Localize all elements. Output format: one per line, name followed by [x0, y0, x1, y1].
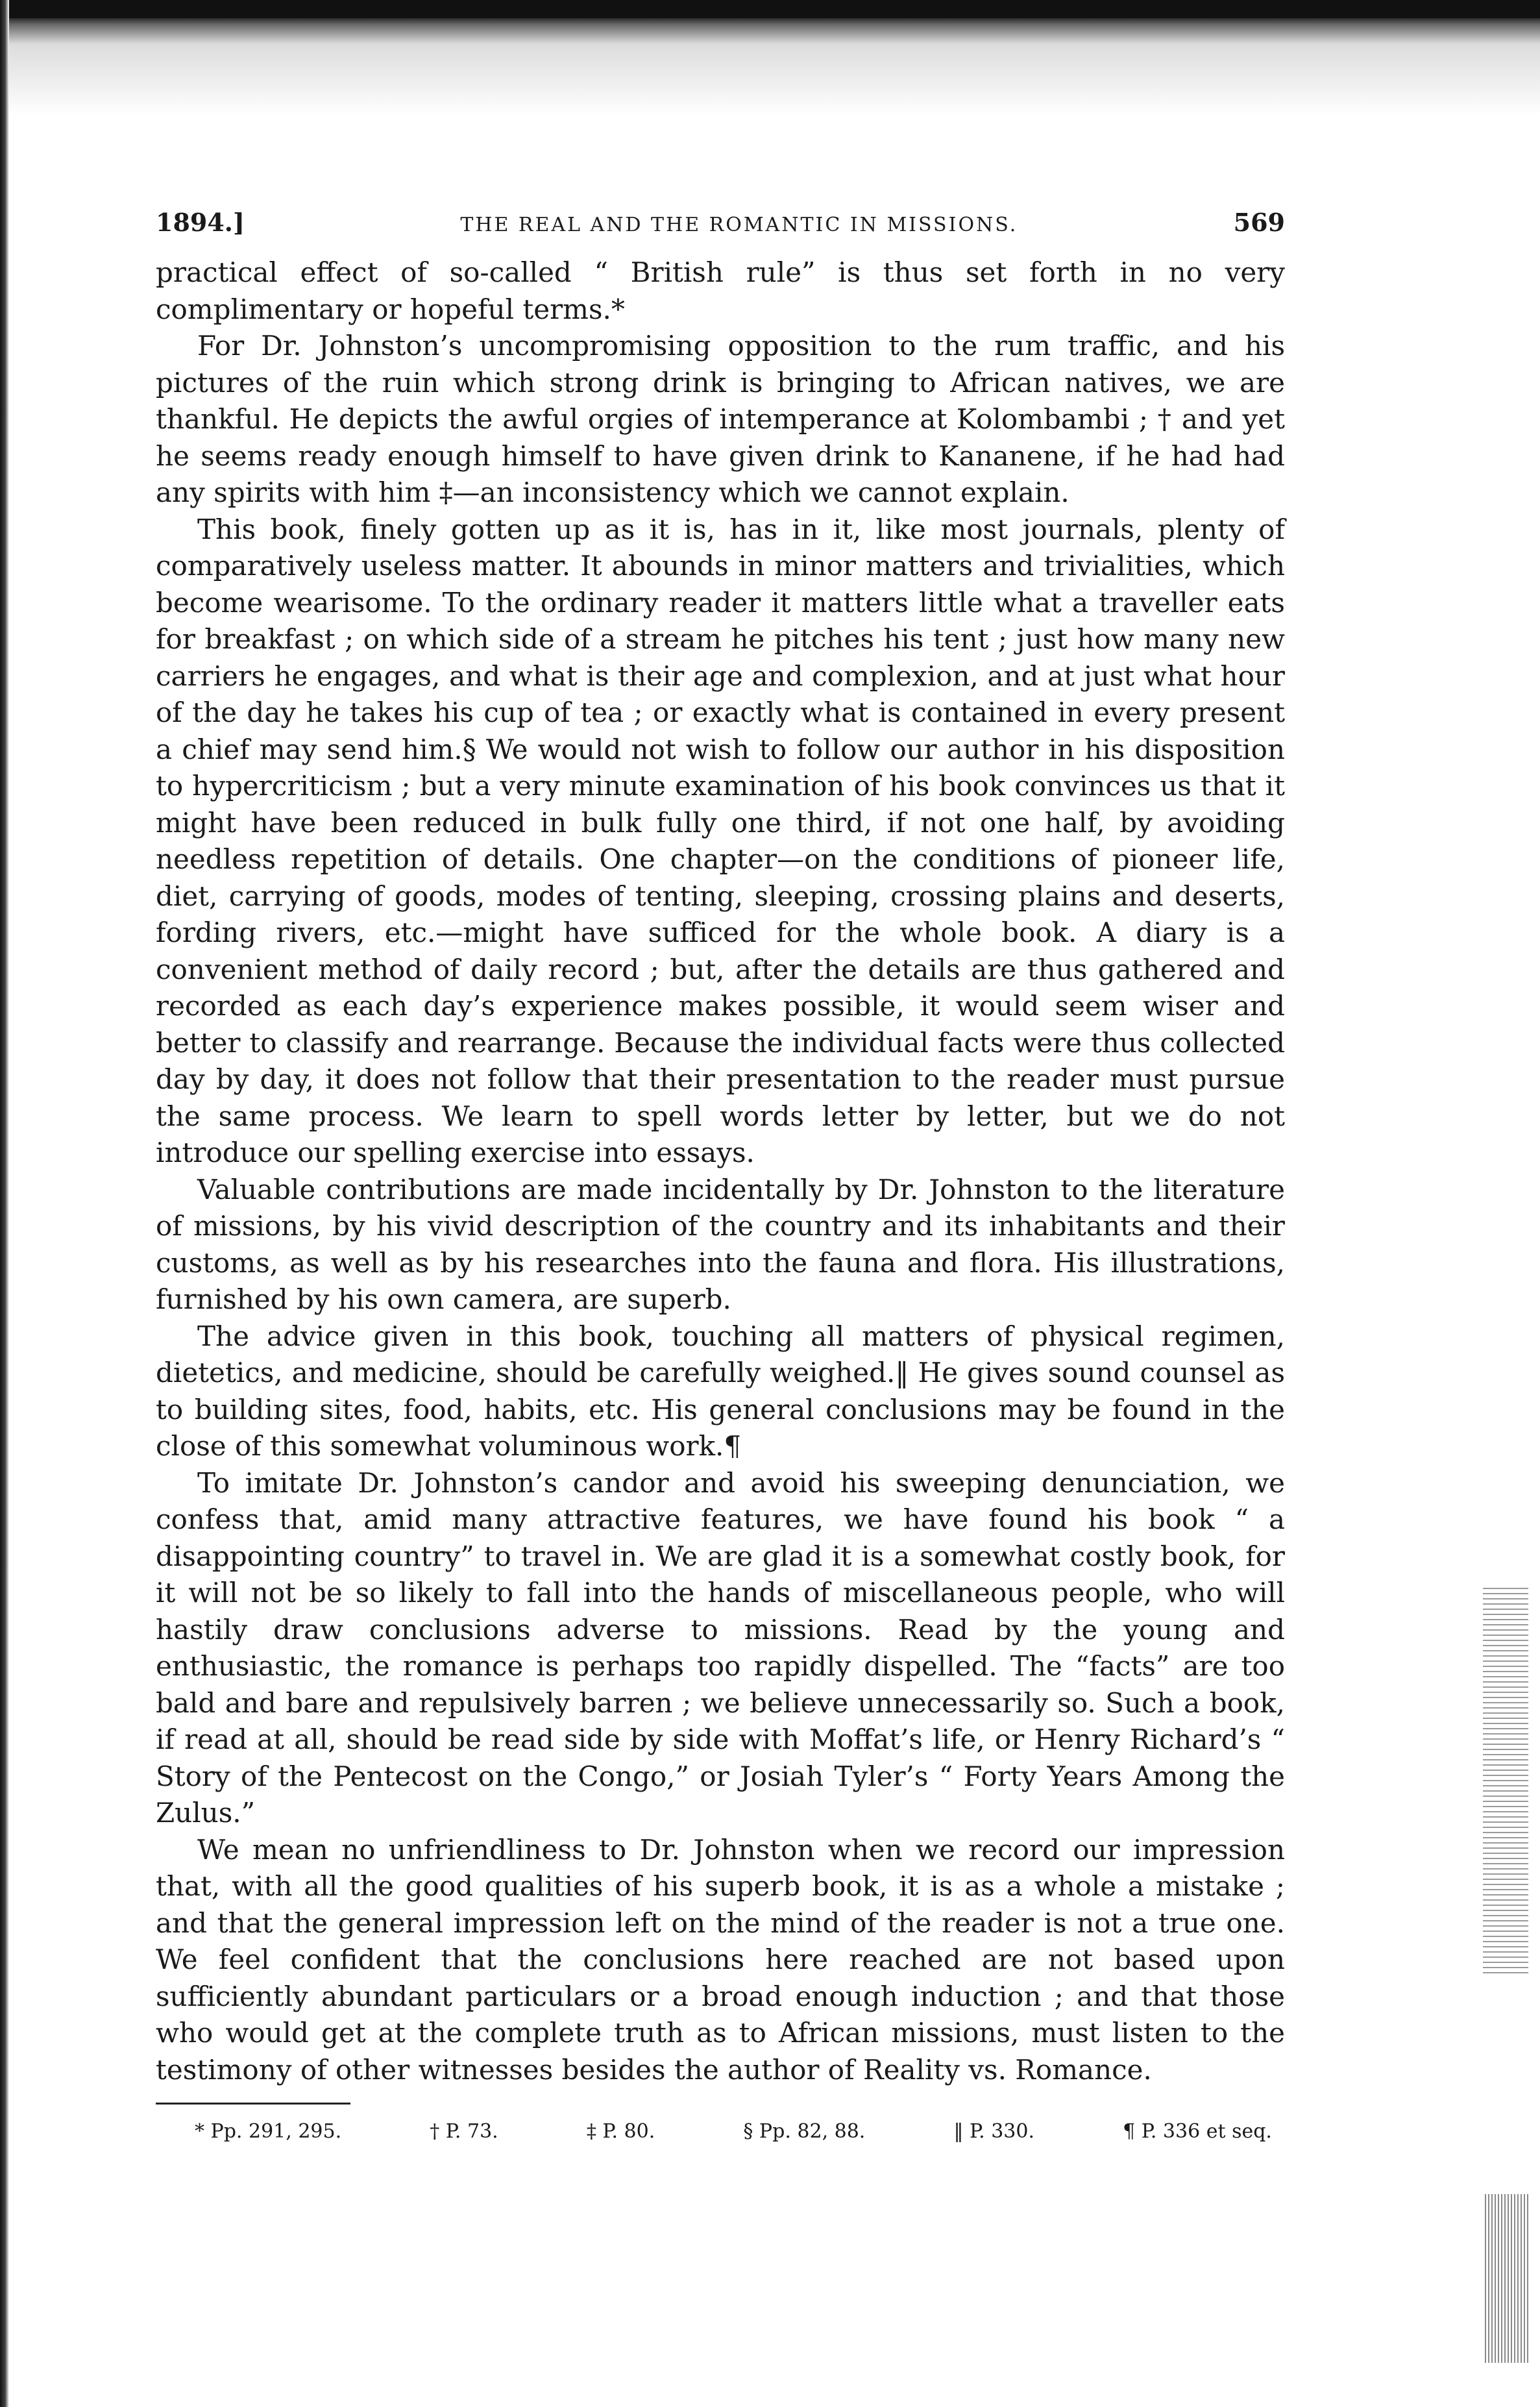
- paragraph: practical effect of so-called “ British rule” is thus set forth in no very complimentary or hopeful terms.*: [156, 256, 1285, 325]
- footnote: ‡ P. 80.: [586, 2120, 655, 2143]
- scan-top-shadow: [0, 18, 1540, 116]
- bleed-through-marks: [1483, 2194, 1528, 2363]
- scan-left-border: [0, 0, 9, 2407]
- paragraph: For Dr. Johnston’s uncompromising opposition to the rum traffic, and his pictures of the ruin which strong drink is bringing to African natives, we are thankful. He depicts the awful orgies of intemperance at Kolombambi ; † and yet he seems ready enough himself to have given drink to Kananene, if he had had any spirits with him ‡—an inconsistency which we cannot explain.: [156, 330, 1285, 508]
- paragraph: To imitate Dr. Johnston’s candor and avoid his sweeping denunciation, we confess that, amid many attractive features, we have found his book “ a disappointing country” to travel in. We are glad it is a somewhat costly book, for it will not be so likely to fall into the hands of miscellaneous people, who will hastily draw conclusions adverse to missions. Read by the young and enthusiastic, the romance is perhaps too rapidly dispelled. The “facts” are too bald and bare and repulsively barren ; we believe unnecessarily so. Such a book, if read at all, should be read side by side with Moffat’s life, or Henry Richard’s “ Story of the Pentecost on the Congo,” or Josiah Tyler’s “ Forty Years Among the Zulus.”: [156, 1466, 1285, 1829]
- running-head: [156, 208, 1285, 254]
- running-head-year: 1894.]: [156, 208, 245, 237]
- footnote: ¶ P. 336 et seq.: [1123, 2120, 1272, 2143]
- page-number: 569: [1233, 208, 1285, 237]
- paragraph: This book, finely gotten up as it is, has in it, like most journals, plenty of comparatively useless matter. It abounds in minor matters and trivialities, which become wearisome. To the ordinary reader it matters little what a traveller eats for breakfast ; on which side of a stream he pitches his tent ; just how many new carriers he engages, and what is their age and complexion, and at just what hour of the day he takes his cup of tea ; or exactly what is contained in every present a chief may send him.§ We would not wish to follow our author in his disposition to hypercriticism ; but a very minute examination of his book convinces us that it might have been reduced in bulk fully one third, if not one half, by avoiding needless repetition of details. One chapter—on the conditions of pioneer life, diet, carrying of goods, modes of tenting, sleeping, crossing plains and deserts, fording rivers, etc.—might have sufficed for the whole book. A diary is a convenient method of daily record ; but, after the details are thus gathered and recorded as each day’s experience makes possible, it would seem wiser and better to classify and rearrange. Because the individual facts were thus collected day by day, it does not follow that their presentation to the reader must pursue the same process. We learn to spell words letter by letter, but we do not introduce our spelling exercise into essays.: [156, 513, 1285, 1168]
- paragraph: We mean no unfriendliness to Dr. Johnston when we record our impression that, with all the good qualities of his superb book, it is as a whole a mistake ; and that the general impression left on the mind of the reader is not a true one. We feel confident that the conclusions here reached are not based upon sufficiently abundant particulars or a broad enough induction ; and that those who would get at the complete truth as to African missions, must listen to the testimony of other witnesses besides the author of Reality vs. Romance.: [156, 1833, 1285, 2086]
- footnote: ‖ P. 330.: [953, 2120, 1034, 2143]
- running-head-title: THE REAL AND THE ROMANTIC IN MISSIONS.: [460, 214, 1018, 236]
- body-text: [156, 254, 1285, 2088]
- footnote: * Pp. 291, 295.: [195, 2120, 342, 2143]
- footnote-rule: [156, 2103, 350, 2105]
- page: [156, 208, 1285, 2143]
- footnote: † P. 73.: [430, 2120, 498, 2143]
- paragraph: Valuable contributions are made incidentally by Dr. Johnston to the literature of missions, by his vivid description of the country and its inhabitants and their customs, as well as by his researches into the fauna and flora. His illustrations, furnished by his own camera, are superb.: [156, 1173, 1285, 1315]
- bleed-through-marks: [1483, 1584, 1528, 1973]
- paragraph: The advice given in this book, touching all matters of physical regimen, dietetics, and medicine, should be carefully weighed.‖ He gives sound counsel as to building sites, food, habits, etc. His general conclusions may be found in the close of this somewhat voluminous work.¶: [156, 1320, 1285, 1462]
- footnotes: [156, 2120, 1285, 2143]
- scan-top-border: [0, 0, 1540, 18]
- footnote: § Pp. 82, 88.: [743, 2120, 866, 2143]
